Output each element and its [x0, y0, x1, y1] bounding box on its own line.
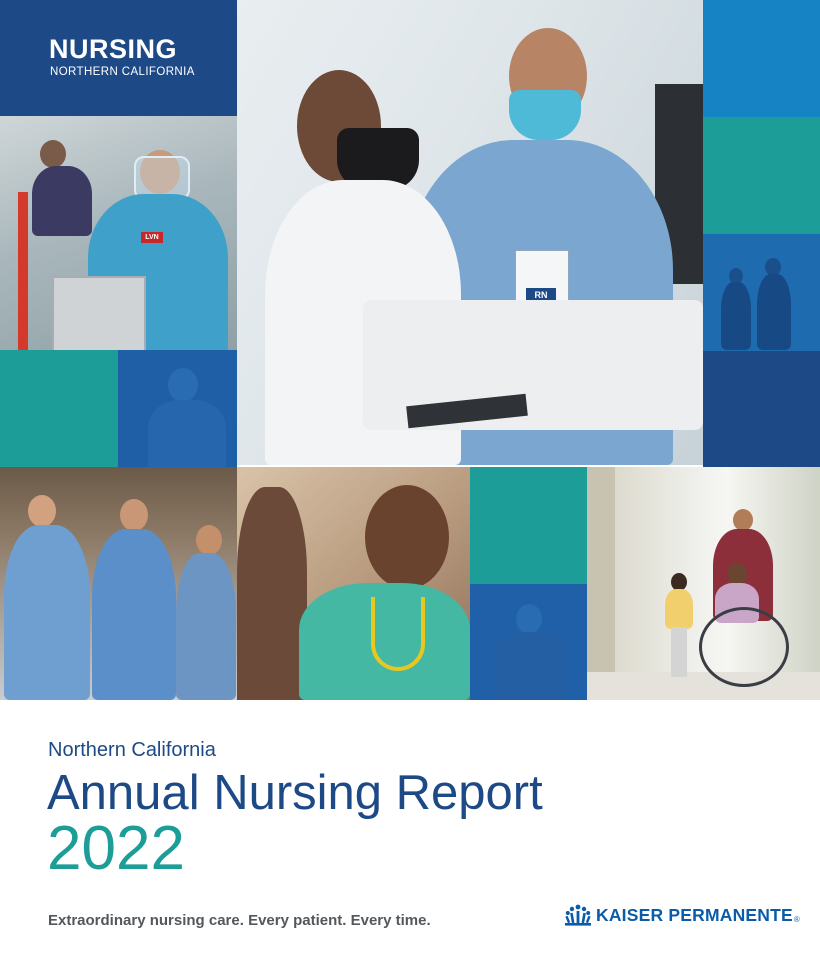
navy-square: [703, 351, 820, 467]
background-person: [32, 166, 92, 236]
cover-tagline: Extraordinary nursing care. Every patient. Every time.: [48, 912, 431, 929]
photo-nurse-and-doctor: [237, 0, 703, 465]
nurse2-scrubs: [92, 529, 176, 700]
tinted-staff-square: [470, 584, 587, 700]
tinted-walker: [721, 282, 751, 350]
cover-title: Annual Nursing Report: [47, 766, 543, 820]
patient-hair: [237, 487, 307, 700]
nurse1-scrubs: [4, 525, 90, 700]
tinted-staff: [494, 632, 566, 700]
tinted-walker2: [757, 274, 791, 350]
child-shirt: [665, 589, 693, 629]
red-pole: [18, 192, 28, 350]
logo-wordmark: KAISER PERMANENTE: [596, 904, 793, 925]
floor: [587, 672, 820, 700]
tinted-photo-square: [118, 350, 237, 467]
nursing-brand-block: [0, 0, 237, 116]
stethoscope: [371, 597, 425, 671]
pillar: [587, 467, 615, 700]
registered-mark: ®: [793, 914, 800, 924]
med-cart: [52, 276, 146, 350]
blue-square: [703, 0, 820, 117]
cover-year: 2022: [47, 814, 185, 883]
kaiser-sunburst-icon: [565, 904, 591, 926]
background-person-head: [40, 140, 66, 168]
cover-region: Northern California: [48, 739, 216, 761]
nursing-title: NURSING: [49, 34, 178, 64]
photo-smiling-nurse: [237, 467, 470, 700]
tinted-hallway-square: [703, 234, 820, 351]
child-legs: [671, 627, 687, 677]
nurse3-scrubs: [176, 553, 236, 700]
nurse2-head: [120, 499, 148, 531]
nurse3-head: [196, 525, 222, 555]
teal-square-right: [703, 117, 820, 234]
rn-badge: RN: [526, 288, 556, 302]
photo-hallway-wheelchair: [587, 467, 820, 700]
patient-head: [727, 563, 747, 585]
smiling-nurse-head: [365, 485, 449, 589]
nursing-subtitle: NORTHERN CALIFORNIA: [50, 66, 195, 78]
n95-mask: [509, 90, 581, 140]
kaiser-permanente-logo: [565, 904, 800, 926]
caregiver-head: [733, 509, 753, 531]
wheelchair: [699, 607, 789, 687]
nurse1-head: [28, 495, 56, 527]
tinted-person-head: [168, 368, 198, 402]
teal-square-bottom: [470, 467, 587, 584]
photo-lvn-nurse: [0, 116, 237, 350]
lvn-badge: LVN: [141, 232, 163, 243]
photo-three-nurses: [0, 467, 237, 700]
id-badge: [515, 250, 569, 306]
teal-square: [0, 350, 118, 467]
tinted-staff-head: [516, 604, 542, 634]
tinted-person: [148, 400, 226, 467]
